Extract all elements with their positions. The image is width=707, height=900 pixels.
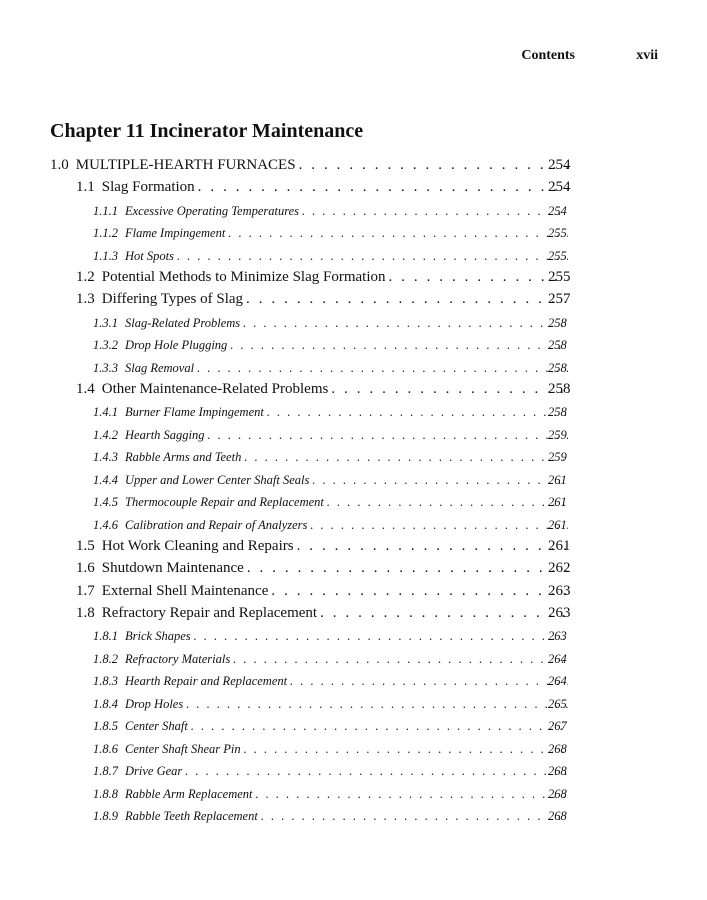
toc-entry-line bbox=[76, 179, 571, 196]
toc-entry-page: 268 bbox=[548, 742, 567, 756]
toc-entry-title: Brick Shapes bbox=[125, 629, 191, 643]
toc-entry-number: 1.8.8 bbox=[93, 787, 118, 801]
toc-entry-page: 258 bbox=[548, 338, 567, 352]
chapter-title: Chapter 11 Incinerator Maintenance bbox=[50, 120, 364, 142]
toc-entry[interactable] bbox=[0, 511, 707, 533]
toc-entry-title: Burner Flame Impingement bbox=[125, 405, 264, 419]
toc-entry-number: 1.2 bbox=[76, 269, 95, 285]
toc-entry-number: 1.3.2 bbox=[93, 338, 118, 352]
toc-entry-number: 1.8.6 bbox=[93, 742, 118, 756]
toc-entry-title: Rabble Arm Replacement bbox=[125, 787, 253, 801]
toc-dot-leader bbox=[191, 719, 568, 734]
toc-entry-line bbox=[76, 291, 571, 308]
toc-entry[interactable] bbox=[0, 376, 707, 398]
toc-entry-title: Potential Methods to Minimize Slag Formation bbox=[101, 269, 386, 285]
toc-entry[interactable] bbox=[0, 331, 707, 353]
toc-entry-title: Rabble Teeth Replacement bbox=[125, 809, 258, 823]
toc-entry-page: 261 bbox=[548, 473, 567, 487]
toc-entry-line bbox=[93, 518, 571, 533]
toc-entry-number: 1.8.9 bbox=[93, 809, 118, 823]
toc-entry-line bbox=[93, 742, 571, 757]
toc-entry-line bbox=[93, 495, 571, 510]
toc-entry-title: Differing Types of Slag bbox=[101, 291, 244, 307]
toc-entry[interactable] bbox=[0, 309, 707, 331]
toc-entry-line bbox=[93, 809, 571, 824]
toc-dot-leader bbox=[247, 560, 568, 577]
toc-entry-number: 1.8.4 bbox=[93, 697, 118, 711]
toc-entry[interactable] bbox=[0, 712, 707, 734]
toc-entry[interactable] bbox=[0, 488, 707, 510]
toc-dot-leader bbox=[230, 338, 568, 353]
toc-entry[interactable] bbox=[0, 780, 707, 802]
toc-entry-page: 265 bbox=[548, 697, 567, 711]
toc-entry-line bbox=[93, 204, 571, 219]
toc-entry[interactable] bbox=[0, 354, 707, 376]
toc-dot-leader bbox=[256, 787, 568, 802]
toc-entry-page: 258 bbox=[548, 381, 571, 397]
toc-entry-number: 1.7 bbox=[76, 583, 95, 599]
toc-entry[interactable] bbox=[0, 667, 707, 689]
toc-entry[interactable] bbox=[0, 802, 707, 824]
toc-entry[interactable] bbox=[0, 466, 707, 488]
toc-entry-line bbox=[93, 629, 571, 644]
toc-entry-number: 1.1.3 bbox=[93, 249, 118, 263]
toc-entry[interactable] bbox=[0, 152, 707, 174]
toc-entry-page: 268 bbox=[548, 764, 567, 778]
toc-entry-number: 1.4.6 bbox=[93, 518, 118, 532]
toc-entry[interactable] bbox=[0, 421, 707, 443]
toc-entry-title: External Shell Maintenance bbox=[101, 583, 269, 599]
toc-entry-line bbox=[76, 605, 571, 622]
toc-entry[interactable] bbox=[0, 197, 707, 219]
header-label: Contents bbox=[521, 48, 575, 63]
toc-entry-page: 255 bbox=[548, 269, 571, 285]
toc-entry-page: 268 bbox=[548, 809, 567, 823]
toc-entry-line bbox=[93, 316, 571, 331]
toc-dot-leader bbox=[302, 204, 568, 219]
toc-entry-title: Drive Gear bbox=[125, 764, 183, 778]
toc-entry-page: 263 bbox=[548, 583, 571, 599]
toc-entry-title: Calibration and Repair of Analyzers bbox=[125, 518, 308, 532]
toc-entry-number: 1.8.7 bbox=[93, 764, 118, 778]
toc-entry-page: 264 bbox=[548, 652, 567, 666]
running-header bbox=[0, 48, 707, 68]
toc-entry-title: Hearth Repair and Replacement bbox=[125, 674, 288, 688]
toc-dot-leader bbox=[233, 652, 568, 667]
toc-entry-title: Slag-Related Problems bbox=[125, 316, 241, 330]
toc-entry-line bbox=[93, 719, 571, 734]
toc-entry-line bbox=[93, 226, 571, 241]
toc-entry-title: Refractory Repair and Replacement bbox=[101, 605, 318, 621]
toc-dot-leader bbox=[185, 764, 568, 779]
toc-dot-leader bbox=[244, 742, 568, 757]
toc-entry-number: 1.3 bbox=[76, 291, 95, 307]
toc-entry-line bbox=[93, 787, 571, 802]
toc-dot-leader bbox=[243, 316, 568, 331]
toc-dot-leader bbox=[327, 495, 568, 510]
toc-entry-number: 1.4.3 bbox=[93, 450, 118, 464]
toc-entry[interactable] bbox=[0, 735, 707, 757]
toc-dot-leader bbox=[267, 405, 568, 420]
toc-entry-number: 1.8.2 bbox=[93, 652, 118, 666]
toc-entry-title: Excessive Operating Temperatures bbox=[125, 204, 300, 218]
toc-entry[interactable] bbox=[0, 555, 707, 577]
toc-entry-title: MULTIPLE-HEARTH FURNACES bbox=[75, 157, 296, 173]
toc-entry-line bbox=[50, 157, 571, 174]
toc-entry-number: 1.0 bbox=[50, 157, 69, 173]
toc-entry-title: Other Maintenance-Related Problems bbox=[101, 381, 329, 397]
toc-entry-title: Drop Hole Plugging bbox=[125, 338, 228, 352]
toc-entry-number: 1.1.2 bbox=[93, 226, 118, 240]
toc-dot-leader bbox=[197, 361, 568, 376]
toc-entry-line bbox=[93, 249, 571, 264]
toc-entry-title: Center Shaft bbox=[125, 719, 188, 733]
toc-dot-leader bbox=[331, 381, 568, 398]
toc-entry-line bbox=[76, 583, 571, 600]
toc-dot-leader bbox=[177, 249, 568, 264]
toc-dot-leader bbox=[271, 583, 568, 600]
toc-entry-line bbox=[76, 269, 571, 286]
toc-entry[interactable] bbox=[0, 398, 707, 420]
toc-entry-page: 268 bbox=[548, 787, 567, 801]
toc-entry-number: 1.5 bbox=[76, 538, 95, 554]
toc-entry-title: Center Shaft Shear Pin bbox=[125, 742, 241, 756]
toc-entry-title: Hearth Sagging bbox=[125, 428, 205, 442]
toc-entry-page: 261 bbox=[548, 538, 571, 554]
toc-dot-leader bbox=[299, 157, 568, 174]
toc-entry-page: 257 bbox=[548, 291, 571, 307]
toc-dot-leader bbox=[261, 809, 568, 824]
toc-entry[interactable] bbox=[0, 443, 707, 465]
toc-entry-line bbox=[93, 338, 571, 353]
toc-entry-line bbox=[76, 538, 571, 555]
toc-dot-leader bbox=[312, 473, 568, 488]
toc-entry-number: 1.4 bbox=[76, 381, 95, 397]
header-page-number: xvii bbox=[636, 48, 658, 63]
toc-dot-leader bbox=[297, 538, 568, 555]
toc-entry-page: 258 bbox=[548, 405, 567, 419]
toc-entry-title: Slag Formation bbox=[101, 179, 195, 195]
toc-dot-leader bbox=[310, 518, 568, 533]
toc-dot-leader bbox=[388, 269, 568, 286]
toc-entry-number: 1.3.1 bbox=[93, 316, 118, 330]
toc-entry-line bbox=[93, 405, 571, 420]
toc-entry-title: Upper and Lower Center Shaft Seals bbox=[125, 473, 310, 487]
toc-entry-page: 258 bbox=[548, 361, 567, 375]
toc-entry-number: 1.4.1 bbox=[93, 405, 118, 419]
toc-entry-line bbox=[93, 473, 571, 488]
toc-entry-page: 259 bbox=[548, 450, 567, 464]
toc-entry[interactable] bbox=[0, 174, 707, 196]
toc-entry-title: Hot Work Cleaning and Repairs bbox=[101, 538, 294, 554]
toc-entry-number: 1.6 bbox=[76, 560, 95, 576]
toc-entry-number: 1.1 bbox=[76, 179, 95, 195]
toc-entry-line bbox=[93, 428, 571, 443]
toc-entry-title: Flame Impingement bbox=[125, 226, 226, 240]
toc-entry-title: Slag Removal bbox=[125, 361, 195, 375]
toc-entry[interactable] bbox=[0, 286, 707, 308]
toc-entry-title: Thermocouple Repair and Replacement bbox=[125, 495, 324, 509]
toc-entry[interactable] bbox=[0, 533, 707, 555]
toc-dot-leader bbox=[198, 179, 568, 196]
toc-entry-page: 263 bbox=[548, 605, 571, 621]
toc-entry-title: Shutdown Maintenance bbox=[101, 560, 244, 576]
toc-entry-line bbox=[76, 381, 571, 398]
toc-dot-leader bbox=[186, 697, 568, 712]
toc-entry-number: 1.4.4 bbox=[93, 473, 118, 487]
toc-entry-title: Drop Holes bbox=[125, 697, 184, 711]
toc-entry-number: 1.8.3 bbox=[93, 674, 118, 688]
toc-entry-page: 254 bbox=[548, 179, 571, 195]
toc-dot-leader bbox=[194, 629, 568, 644]
toc-entry-line bbox=[93, 697, 571, 712]
toc-entry-number: 1.1.1 bbox=[93, 204, 118, 218]
toc-entry-line bbox=[93, 450, 571, 465]
toc-entry-page: 261 bbox=[548, 495, 567, 509]
toc-entry[interactable] bbox=[0, 264, 707, 286]
toc-entry-page: 258 bbox=[548, 316, 567, 330]
toc-entry-page: 264 bbox=[548, 674, 567, 688]
toc-entry-page: 259 bbox=[548, 428, 567, 442]
toc-entry-page: 261 bbox=[548, 518, 567, 532]
toc-dot-leader bbox=[290, 674, 568, 689]
toc-entry-page: 254 bbox=[548, 204, 567, 218]
toc-entry[interactable] bbox=[0, 622, 707, 644]
toc-entry-number: 1.4.2 bbox=[93, 428, 118, 442]
toc-entry-page: 263 bbox=[548, 629, 567, 643]
toc-entry[interactable] bbox=[0, 757, 707, 779]
toc-dot-leader bbox=[320, 605, 568, 622]
toc-dot-leader bbox=[228, 226, 568, 241]
toc-dot-leader bbox=[246, 291, 568, 308]
toc-entry[interactable] bbox=[0, 578, 707, 600]
toc-entry-title: Hot Spots bbox=[125, 249, 174, 263]
toc-entry-page: 254 bbox=[548, 157, 571, 173]
toc-entry-line bbox=[93, 674, 571, 689]
toc-entry-line bbox=[93, 652, 571, 667]
toc-entry-number: 1.8 bbox=[76, 605, 95, 621]
toc-entry-title: Rabble Arms and Teeth bbox=[125, 450, 242, 464]
toc-dot-leader bbox=[208, 428, 568, 443]
toc-entry-line bbox=[93, 764, 571, 779]
toc-entry-page: 255 bbox=[548, 249, 567, 263]
toc-entry[interactable] bbox=[0, 690, 707, 712]
toc-entry-title: Refractory Materials bbox=[125, 652, 231, 666]
toc-entry-page: 262 bbox=[548, 560, 571, 576]
toc-entry-number: 1.3.3 bbox=[93, 361, 118, 375]
toc-entry-line bbox=[93, 361, 571, 376]
toc-entry[interactable] bbox=[0, 242, 707, 264]
toc-entry-line bbox=[76, 560, 571, 577]
toc-entry-number: 1.8.5 bbox=[93, 719, 118, 733]
toc-dot-leader bbox=[244, 450, 568, 465]
toc-entry[interactable] bbox=[0, 219, 707, 241]
toc-entry-page: 267 bbox=[548, 719, 567, 733]
toc-entry[interactable] bbox=[0, 600, 707, 622]
toc-entry-number: 1.4.5 bbox=[93, 495, 118, 509]
toc-entry-page: 255 bbox=[548, 226, 567, 240]
toc-entry-number: 1.8.1 bbox=[93, 629, 118, 643]
toc-entry[interactable] bbox=[0, 645, 707, 667]
